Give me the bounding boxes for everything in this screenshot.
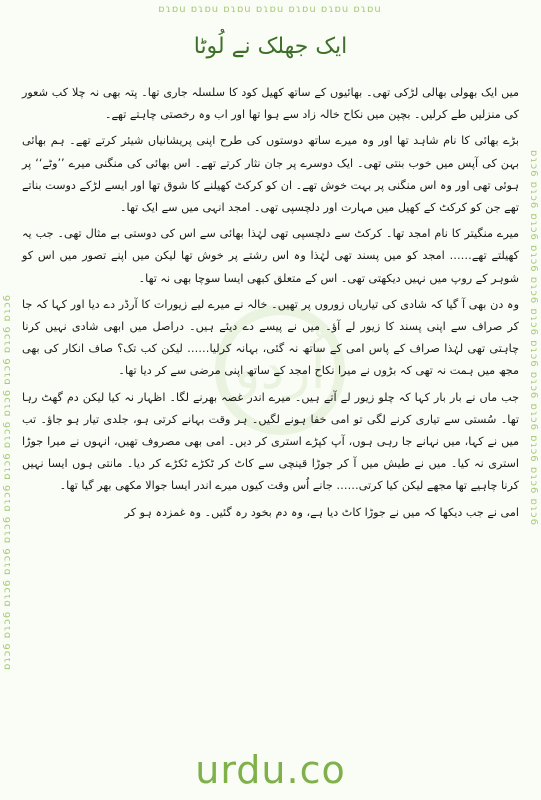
paragraph: میں ایک بھولی بھالی لڑکی تھی۔ بھائیوں کے ساتھ کھیل کود کا سلسلہ جاری تھا۔ پتہ بھی نہ چلا کب شعور کی منزلیں طے کرلیں۔ بچپن میں نکاح خالہ زاد سے ہوا تھا اور اب وہ رخصتی چاہتے تھے۔ <box>22 86 519 122</box>
right-border-pattern: ɒɿɔ6 ɒɿɔ6 ɒɿɔ6 ɒɿɔ6 ɒɿɔ6 ɒɿɔ6 ɒɿɔ6 ɒɿɔ6 ɒɿɔ6 ɒɿɔ6 ɒɿɔ6 ɒɿɔ6 <box>528 150 539 527</box>
left-border-pattern: ɒɿɔ6 ɒɿɔ6 ɒɿɔ6 ɒɿɔ6 ɒɿɔ6 ɒɿɔ6 ɒɿɔ6 ɒɿɔ6 ɒɿɔ6 ɒɿɔ6 ɒɿɔ6 ɒɿɔ6 <box>2 293 13 670</box>
site-brand-logo[interactable]: urdu.co <box>195 748 346 792</box>
top-border-pattern: ɒɿɒu ɒɿɒu ɒɿɒu ɒɿɒu ɒɿɒu ɒɿɒu ɒɿɒu <box>158 4 382 15</box>
story-title: ایک جھلک نے لُوٹا <box>193 34 348 59</box>
paragraph: بڑے بھائی کا نام شاہد تھا اور وہ میرے ساتھ دوستوں کی طرح اپنی پریشانیاں شیئر کرتے تھے۔ ہم بھائی بہن کی آپس میں خوب بنتی تھی۔ ایک دوسرے پر جان نثار کرتے تھے۔ اس بھائی کی منگنی میرے ’’وٹے‘‘ پر ہوئی تھی اور وہ اس منگنی پر بہت خوش تھے۔ ان کو کرکٹ کھیلنے کا شوق تھا اور ایسے لڑکے دوست بناتے تھے جن کو کرکٹ کے کھیل میں مہارت اور دلچسپی تھی۔ امجد انہی میں سے ایک تھا۔ <box>22 134 519 215</box>
paragraph: امی نے جب دیکھا کہ میں نے جوڑا کاٹ دیا ہے، وہ دم بخود رہ گئیں۔ وہ غمزدہ ہو کر <box>124 505 519 519</box>
paragraph: جب ماں نے بار بار کہا کہ چلو زیور لے آتے ہیں۔ میرے اندر غصہ بھرنے لگا۔ اظہار نہ کیا لیکن دم گھٹ رہا تھا۔ سُستی سے تیاری کرنے لگی تو امی خفا ہونے لگیں۔ ہر وقت بہانے کرتی ہو، جلدی تیار ہو جاؤ۔ تب میں نے کہا، میں نہانے جا رہی ہوں، آپ کپڑے استری کر دیں۔ امی بھی مصروف تھیں، انہوں نے میرا جوڑا استری نہ کیا۔ میں نے طیش میں آ کر جوڑا قینچی سے کاٹ کر ٹکڑے ٹکڑے کر دیا۔ مانتی ہوں ایسا نہیں کرنا چاہیے تھا مجھے لیکن کیا کرتی…… جانے اُس وقت کیوں میرے اندر ایسا جوالا مکھی بھر گیا تھا۔ <box>22 390 519 493</box>
watermark-text: اُردو <box>234 338 326 401</box>
story-body <box>22 82 519 528</box>
paragraph: وہ دن بھی آ گیا کہ شادی کی تیاریاں زوروں پر تھیں۔ خالہ نے میرے لیے زیورات کا آرڈر دے دیا اور کہا کہ جا کر صراف سے اپنی پسند کا زیور لے آؤ۔ میں نے پیسے دے دیئے ہیں۔ دراصل میں ابھی شادی نہیں کرنا چاہتی تھی لہٰذا صراف کے پاس امی کے ساتھ نہ گئی، بہانہ کرلیا…… لیکن کب تک؟ صاف انکار کی بھی مجھ میں ہمت نہ تھی کہ بڑوں نے میرا نکاح امجد کے ساتھ اپنی مرضی سے کر دیا تھا۔ <box>22 297 519 378</box>
paragraph: میرے منگیتر کا نام امجد تھا۔ کرکٹ سے دلچسپی تھی لہٰذا بھائی سے اس کی دوستی بے مثال تھی۔ جب یہ کھیلتے تھے…… امجد کو میں پسند تھی لہٰذا وہ اس رشتے پر خوش تھا لیکن میں اپنے تصور میں اس کو شوہر کے روپ میں نہیں دیکھتی تھی۔ اس کے متعلق کبھی ایسا سوچا بھی نہ تھا۔ <box>22 227 519 285</box>
